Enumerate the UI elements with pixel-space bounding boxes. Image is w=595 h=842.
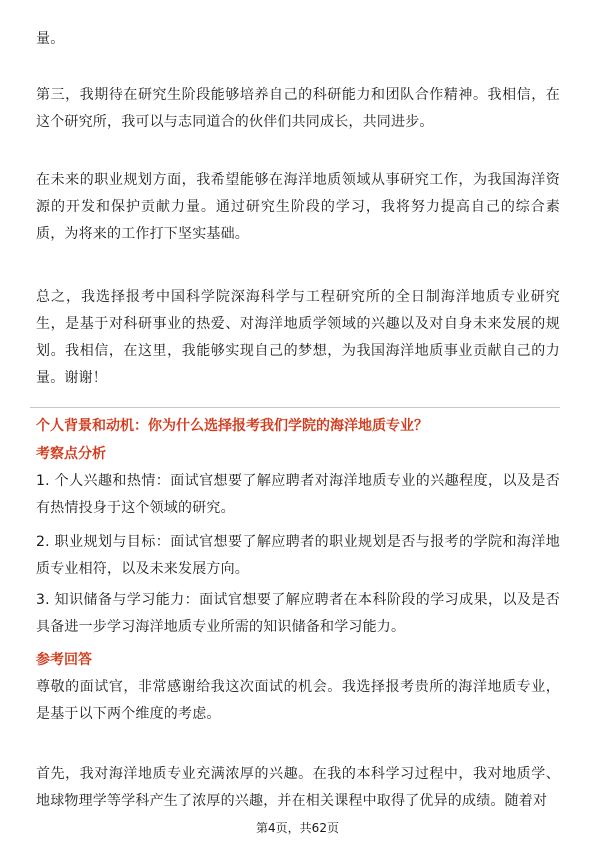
analysis-point-3: 3. 知识储备与学习能力：面试官想要了解应聘者在本科阶段的学习成果，以及是否具备进一步学习海洋地质专业所需的知识储备和学习能力。 [36,592,560,635]
analysis-heading: 考察点分析 [36,446,106,462]
question-title: 个人背景和动机：你为什么选择报考我们学院的海洋地质专业？ [36,418,428,434]
answer-paragraph-2: 首先，我对海洋地质专业充满浓厚的兴趣。在我的本科学习过程中，我对地质学、地球物理学等学科产生了浓厚的兴趣，并在相关课程中取得了优异的成绩。随着对 [36,766,560,809]
answer-heading: 参考回答 [36,652,92,668]
paragraph-conclusion: 总之，我选择报考中国科学院深海科学与工程研究所的全日制海洋地质专业研究生，是基于对科研事业的热爱、对海洋地质学领域的兴趣以及对自身未来发展的规划。我相信，在这里，我能够实现自己的梦想，为我国海洋地质事业贡献自己的力量。谢谢！ [36,289,560,386]
page-number: 第4页，共62页 [256,821,339,835]
section-divider [30,407,560,408]
answer-paragraph-1: 尊敬的面试官，非常感谢给我这次面试的机会。我选择报考贵所的海洋地质专业，是基于以下两个维度的考虑。 [36,679,560,722]
paragraph-third-expectation: 第三，我期待在研究生阶段能够培养自己的科研能力和团队合作精神。我相信，在这个研究所，我可以与志同道合的伙伴们共同成长，共同进步。 [36,87,560,130]
analysis-point-2: 2. 职业规划与目标：面试官想要了解应聘者的职业规划是否与报考的学院和海洋地质专业相符，以及未来发展方向。 [36,534,560,577]
analysis-point-1: 1. 个人兴趣和热情：面试官想要了解应聘者对海洋地质专业的兴趣程度，以及是否有热情投身于这个领域的研究。 [36,473,560,516]
paragraph-fragment: 量。 [36,31,65,47]
paragraph-career-plan: 在未来的职业规划方面，我希望能够在海洋地质领域从事研究工作，为我国海洋资源的开发和保护贡献力量。通过研究生阶段的学习，我将努力提高自己的综合素质，为将来的工作打下坚实基础。 [36,172,560,242]
